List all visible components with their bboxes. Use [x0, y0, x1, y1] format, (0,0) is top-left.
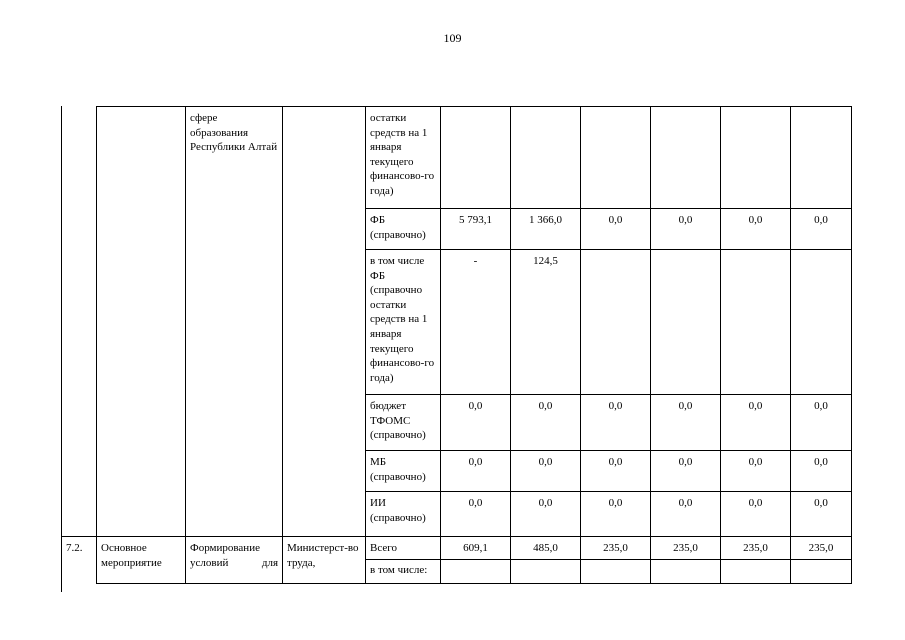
- value-cell: 485,0: [511, 537, 581, 560]
- value-cell: 5 793,1: [441, 209, 511, 250]
- table-left-border-bottom: [61, 584, 62, 592]
- value-cell: 0,0: [581, 209, 651, 250]
- value-cell: 609,1: [441, 537, 511, 560]
- value-cell: [581, 107, 651, 209]
- value-cell: 0,0: [581, 451, 651, 492]
- source-cell: остатки средств на 1 января текущего финансово-го года): [366, 107, 441, 209]
- program-cell-continued: сфере образования Республики Алтай: [186, 107, 283, 537]
- source-cell: в том числе ФБ (справочно остатки средств на 1 января текущего финансово-го года): [366, 250, 441, 395]
- page-number: 109: [443, 31, 462, 45]
- value-cell: [721, 250, 791, 395]
- value-cell: 0,0: [651, 451, 721, 492]
- activity-type-cell: Основное мероприятие: [97, 537, 186, 584]
- type-cell-continued: [97, 107, 186, 537]
- value-cell: 0,0: [651, 395, 721, 451]
- value-cell: 235,0: [721, 537, 791, 560]
- value-cell: [581, 250, 651, 395]
- value-cell: 0,0: [791, 492, 852, 537]
- value-cell: 235,0: [791, 537, 852, 560]
- budget-table: [96, 106, 852, 584]
- value-cell: [651, 560, 721, 584]
- value-cell: 0,0: [721, 451, 791, 492]
- source-cell: МБ (справочно): [366, 451, 441, 492]
- value-cell: 0,0: [581, 492, 651, 537]
- value-cell: [791, 107, 852, 209]
- value-cell: 0,0: [721, 395, 791, 451]
- value-cell: 0,0: [511, 451, 581, 492]
- value-cell: 0,0: [791, 451, 852, 492]
- value-cell: [581, 560, 651, 584]
- value-cell: 0,0: [441, 451, 511, 492]
- table-row: [97, 107, 852, 209]
- executor-cell: Министерст-во труда,: [283, 537, 366, 584]
- value-cell: -: [441, 250, 511, 395]
- value-cell: [721, 560, 791, 584]
- value-cell: 235,0: [581, 537, 651, 560]
- activity-name-cell: Формирование условий для: [186, 537, 283, 584]
- value-cell: [511, 560, 581, 584]
- value-cell: [791, 560, 852, 584]
- value-cell: 0,0: [581, 395, 651, 451]
- value-cell: 0,0: [721, 492, 791, 537]
- value-cell: 1 366,0: [511, 209, 581, 250]
- executor-cell-continued: [283, 107, 366, 537]
- value-cell: [651, 250, 721, 395]
- value-cell: [441, 560, 511, 584]
- value-cell: [441, 107, 511, 209]
- value-cell: 235,0: [651, 537, 721, 560]
- value-cell: 124,5: [511, 250, 581, 395]
- value-cell: 0,0: [441, 492, 511, 537]
- value-cell: [721, 107, 791, 209]
- value-cell: 0,0: [651, 209, 721, 250]
- table-row: [97, 537, 852, 560]
- table-left-border: [61, 106, 62, 536]
- value-cell: [511, 107, 581, 209]
- value-cell: 0,0: [511, 395, 581, 451]
- source-cell: ФБ (справочно): [366, 209, 441, 250]
- source-cell-total: Всего: [366, 537, 441, 560]
- value-cell: [791, 250, 852, 395]
- source-cell: бюджет ТФОМС (справочно): [366, 395, 441, 451]
- source-cell: ИИ (справочно): [366, 492, 441, 537]
- source-cell-subtotal: в том числе:: [366, 560, 441, 584]
- row-number-7-2: 7.2.: [61, 536, 96, 584]
- value-cell: 0,0: [791, 395, 852, 451]
- value-cell: 0,0: [721, 209, 791, 250]
- value-cell: 0,0: [651, 492, 721, 537]
- value-cell: 0,0: [511, 492, 581, 537]
- value-cell: 0,0: [441, 395, 511, 451]
- value-cell: [651, 107, 721, 209]
- value-cell: 0,0: [791, 209, 852, 250]
